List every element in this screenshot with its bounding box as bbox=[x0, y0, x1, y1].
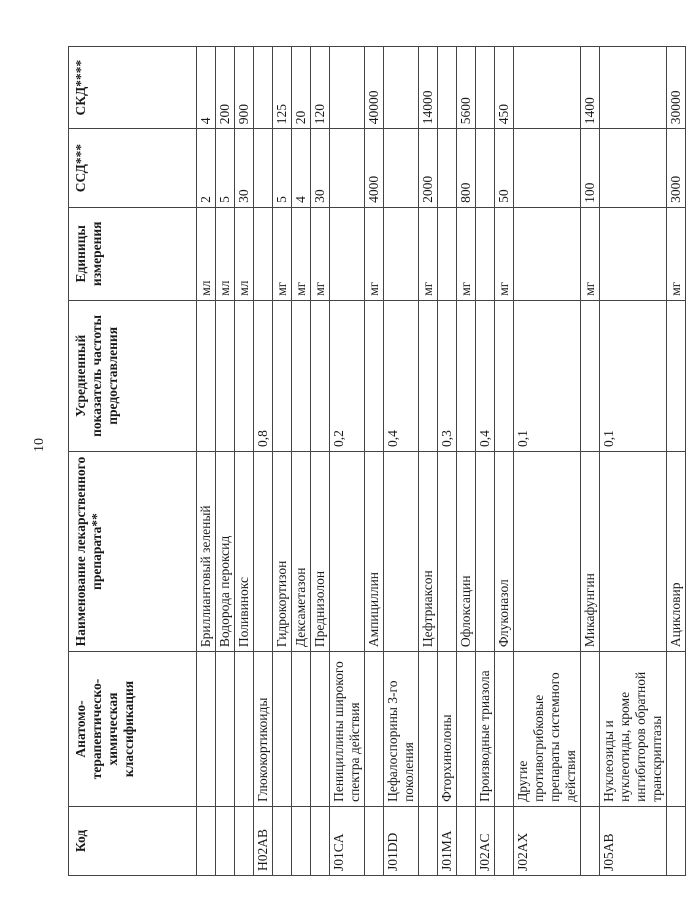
cell-frequency bbox=[667, 300, 686, 451]
cell-skd bbox=[254, 47, 273, 129]
cell-frequency bbox=[365, 300, 384, 451]
table-row bbox=[311, 47, 330, 876]
cell-skd bbox=[514, 47, 581, 129]
cell-unit: мг bbox=[273, 207, 292, 300]
cell-drug-name bbox=[438, 452, 457, 652]
cell-unit: мг bbox=[457, 207, 476, 300]
cell-ssd bbox=[384, 129, 419, 208]
cell-ssd bbox=[438, 129, 457, 208]
cell-frequency: 0,1 bbox=[600, 300, 667, 451]
cell-unit: мл bbox=[216, 207, 235, 300]
cell-atc-classification bbox=[273, 652, 292, 807]
table-row bbox=[292, 47, 311, 876]
cell-drug-name bbox=[600, 452, 667, 652]
cell-ssd: 30 bbox=[311, 129, 330, 208]
cell-skd bbox=[600, 47, 667, 129]
cell-atc-classification bbox=[235, 652, 254, 807]
cell-code bbox=[273, 806, 292, 875]
table-row bbox=[514, 47, 581, 876]
cell-unit bbox=[438, 207, 457, 300]
cell-atc-classification bbox=[667, 652, 686, 807]
cell-ssd bbox=[330, 129, 365, 208]
cell-code: J02AX bbox=[514, 806, 581, 875]
table-row bbox=[667, 47, 686, 876]
cell-ssd: 2 bbox=[197, 129, 216, 208]
cell-frequency bbox=[197, 300, 216, 451]
cell-skd: 450 bbox=[495, 47, 514, 129]
cell-atc-classification bbox=[457, 652, 476, 807]
cell-skd bbox=[476, 47, 495, 129]
cell-atc-classification bbox=[365, 652, 384, 807]
table-row bbox=[495, 47, 514, 876]
table-row bbox=[419, 47, 438, 876]
cell-atc-classification bbox=[292, 652, 311, 807]
cell-atc-classification bbox=[216, 652, 235, 807]
cell-frequency bbox=[216, 300, 235, 451]
header-row bbox=[69, 47, 197, 876]
cell-code: H02AB bbox=[254, 806, 273, 875]
table-header bbox=[69, 47, 197, 876]
cell-skd: 120 bbox=[311, 47, 330, 129]
cell-frequency bbox=[457, 300, 476, 451]
cell-unit: мг bbox=[419, 207, 438, 300]
table-row bbox=[384, 47, 419, 876]
cell-unit bbox=[330, 207, 365, 300]
cell-code bbox=[365, 806, 384, 875]
cell-unit: мг bbox=[581, 207, 600, 300]
cell-drug-name: Офлоксацин bbox=[457, 452, 476, 652]
cell-unit: мл bbox=[235, 207, 254, 300]
table-row bbox=[365, 47, 384, 876]
cell-atc-classification bbox=[581, 652, 600, 807]
cell-unit: мг bbox=[667, 207, 686, 300]
cell-frequency: 0,4 bbox=[476, 300, 495, 451]
cell-skd: 200 bbox=[216, 47, 235, 129]
cell-frequency bbox=[292, 300, 311, 451]
cell-ssd: 3000 bbox=[667, 129, 686, 208]
rotated-table-stage bbox=[68, 16, 683, 876]
cell-skd bbox=[438, 47, 457, 129]
cell-drug-name bbox=[254, 452, 273, 652]
table-row bbox=[254, 47, 273, 876]
cell-code bbox=[235, 806, 254, 875]
cell-skd: 5600 bbox=[457, 47, 476, 129]
cell-ssd bbox=[254, 129, 273, 208]
cell-drug-name: Поливинокс bbox=[235, 452, 254, 652]
cell-code bbox=[197, 806, 216, 875]
cell-ssd: 2000 bbox=[419, 129, 438, 208]
cell-drug-name bbox=[514, 452, 581, 652]
cell-frequency bbox=[235, 300, 254, 451]
cell-skd: 4 bbox=[197, 47, 216, 129]
cell-code bbox=[667, 806, 686, 875]
cell-drug-name: Преднизолон bbox=[311, 452, 330, 652]
cell-skd bbox=[384, 47, 419, 129]
table-row bbox=[235, 47, 254, 876]
cell-ssd: 4 bbox=[292, 129, 311, 208]
cell-drug-name bbox=[330, 452, 365, 652]
cell-frequency bbox=[419, 300, 438, 451]
cell-unit: мл bbox=[197, 207, 216, 300]
cell-drug-name: Ампициллин bbox=[365, 452, 384, 652]
cell-atc-classification: Цефалоспорины 3-го поколения bbox=[384, 652, 419, 807]
cell-unit: мг bbox=[311, 207, 330, 300]
cell-unit: мг bbox=[292, 207, 311, 300]
cell-frequency: 0,1 bbox=[514, 300, 581, 451]
cell-ssd: 5 bbox=[273, 129, 292, 208]
cell-frequency bbox=[495, 300, 514, 451]
cell-skd: 1400 bbox=[581, 47, 600, 129]
cell-ssd: 5 bbox=[216, 129, 235, 208]
cell-frequency bbox=[311, 300, 330, 451]
cell-ssd: 50 bbox=[495, 129, 514, 208]
header-code: Код bbox=[69, 806, 197, 875]
cell-skd bbox=[330, 47, 365, 129]
cell-code: J01DD bbox=[384, 806, 419, 875]
cell-drug-name: Гидрокортизон bbox=[273, 452, 292, 652]
cell-drug-name bbox=[476, 452, 495, 652]
cell-drug-name: Цефтриаксон bbox=[419, 452, 438, 652]
cell-skd: 900 bbox=[235, 47, 254, 129]
cell-atc-classification: Производные триазола bbox=[476, 652, 495, 807]
cell-drug-name: Флуконазол bbox=[495, 452, 514, 652]
page-number: 10 bbox=[32, 438, 47, 452]
header-atc-classification: Анатомо-терапевтическо-химическая классификация bbox=[69, 652, 197, 807]
cell-unit: мг bbox=[365, 207, 384, 300]
cell-ssd: 100 bbox=[581, 129, 600, 208]
table-row bbox=[581, 47, 600, 876]
cell-skd: 125 bbox=[273, 47, 292, 129]
cell-ssd: 30 bbox=[235, 129, 254, 208]
cell-frequency: 0,2 bbox=[330, 300, 365, 451]
header-ssd: ССД*** bbox=[69, 129, 197, 208]
cell-atc-classification: Фторхинолоны bbox=[438, 652, 457, 807]
cell-unit bbox=[514, 207, 581, 300]
table-row bbox=[216, 47, 235, 876]
cell-code bbox=[457, 806, 476, 875]
cell-atc-classification: Нуклеозиды и нуклеотиды, кроме ингибиторов обратной транскриптазы bbox=[600, 652, 667, 807]
table-body bbox=[197, 47, 686, 876]
cell-atc-classification bbox=[495, 652, 514, 807]
cell-drug-name: Дексаметазон bbox=[292, 452, 311, 652]
cell-unit bbox=[254, 207, 273, 300]
cell-ssd bbox=[514, 129, 581, 208]
cell-ssd bbox=[476, 129, 495, 208]
cell-code bbox=[495, 806, 514, 875]
cell-skd: 30000 bbox=[667, 47, 686, 129]
table-row bbox=[476, 47, 495, 876]
cell-code: J02AC bbox=[476, 806, 495, 875]
header-skd: СКД**** bbox=[69, 47, 197, 129]
cell-code: J01MA bbox=[438, 806, 457, 875]
cell-skd: 40000 bbox=[365, 47, 384, 129]
cell-code: J05AB bbox=[600, 806, 667, 875]
cell-ssd: 4000 bbox=[365, 129, 384, 208]
table-row bbox=[273, 47, 292, 876]
cell-ssd bbox=[600, 129, 667, 208]
cell-drug-name: Ацикловир bbox=[667, 452, 686, 652]
cell-unit bbox=[476, 207, 495, 300]
table-row bbox=[600, 47, 667, 876]
cell-unit: мг bbox=[495, 207, 514, 300]
cell-skd: 20 bbox=[292, 47, 311, 129]
cell-frequency bbox=[581, 300, 600, 451]
cell-atc-classification: Глюкокортикоиды bbox=[254, 652, 273, 807]
cell-unit bbox=[600, 207, 667, 300]
cell-atc-classification: Другие противогрибковые препараты системного действия bbox=[514, 652, 581, 807]
cell-atc-classification bbox=[311, 652, 330, 807]
table-row bbox=[457, 47, 476, 876]
cell-code bbox=[292, 806, 311, 875]
cell-atc-classification bbox=[419, 652, 438, 807]
cell-code bbox=[419, 806, 438, 875]
cell-drug-name: Водорода пероксид bbox=[216, 452, 235, 652]
table-row bbox=[330, 47, 365, 876]
table-row bbox=[197, 47, 216, 876]
cell-code bbox=[581, 806, 600, 875]
cell-frequency: 0,8 bbox=[254, 300, 273, 451]
cell-frequency: 0,4 bbox=[384, 300, 419, 451]
cell-ssd: 800 bbox=[457, 129, 476, 208]
cell-code: J01CA bbox=[330, 806, 365, 875]
cell-drug-name: Микафунгин bbox=[581, 452, 600, 652]
header-frequency: Усредненный показатель частоты предоставления bbox=[69, 300, 197, 451]
table-row bbox=[438, 47, 457, 876]
drug-table bbox=[68, 46, 686, 876]
cell-frequency: 0,3 bbox=[438, 300, 457, 451]
cell-unit bbox=[384, 207, 419, 300]
header-units: Единицы измерения bbox=[69, 207, 197, 300]
cell-drug-name bbox=[384, 452, 419, 652]
cell-code bbox=[216, 806, 235, 875]
cell-frequency bbox=[273, 300, 292, 451]
cell-code bbox=[311, 806, 330, 875]
cell-skd: 14000 bbox=[419, 47, 438, 129]
cell-atc-classification bbox=[197, 652, 216, 807]
header-drug-name: Наименование лекарственного препарата** bbox=[69, 452, 197, 652]
cell-atc-classification: Пенициллины широкого спектра действия bbox=[330, 652, 365, 807]
cell-drug-name: Бриллиантовый зеленый bbox=[197, 452, 216, 652]
